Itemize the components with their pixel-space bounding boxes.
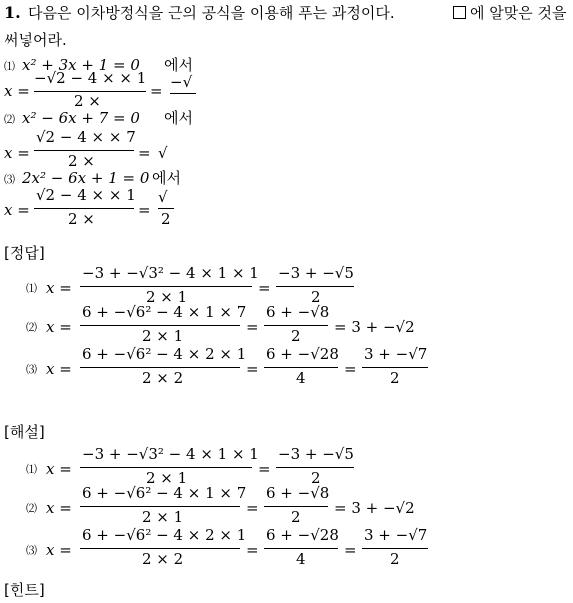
question-number: 1. <box>4 3 21 22</box>
problem-3-denominator: 2 × <box>68 210 95 228</box>
explanation-2-denominator-2: 2 <box>291 508 301 526</box>
explanation-2-fraction-bar <box>80 506 240 507</box>
problem-1-suffix: 에서 <box>164 56 193 74</box>
answer-2-tail: = 3 + −√2 <box>334 318 415 336</box>
explanation-2-fraction-bar-2 <box>264 506 328 507</box>
problem-3-lhs: x = <box>4 201 30 219</box>
answer-3-label: ⑶ <box>26 363 37 376</box>
answer-1-equals: = <box>258 279 271 297</box>
answer-2-numerator: 6 + −√6² − 4 × 1 × 7 <box>82 303 247 321</box>
answer-3-fraction-bar-3 <box>362 367 428 368</box>
problem-1-numerator: −√2 − 4 × × 1 <box>34 69 147 87</box>
answer-1-fraction-bar <box>80 286 252 287</box>
problem-1-label: ⑴ <box>4 60 15 73</box>
answer-1-lhs: x = <box>46 279 72 297</box>
answer-3-fraction-bar <box>80 367 240 368</box>
explanation-3-label: ⑶ <box>26 544 37 557</box>
problem-3-equation: 2x² − 6x + 1 = 0 <box>22 169 150 187</box>
answer-2-denominator: 2 × 1 <box>142 327 184 345</box>
problem-3-result-bar <box>158 208 174 209</box>
problem-2-suffix: 에서 <box>164 109 193 127</box>
explanation-1-lhs: x = <box>46 460 72 478</box>
answer-1-denominator-2: 2 <box>311 288 321 306</box>
explanation-1-denominator: 2 × 1 <box>146 469 188 487</box>
explanation-1-equals: = <box>258 460 271 478</box>
question-stem-part1: 다음은 이차방정식을 근의 공식을 이용해 푸는 과정이다. <box>28 4 395 22</box>
answer-1-label: ⑴ <box>26 282 37 295</box>
explanation-1-numerator: −3 + −√3² − 4 × 1 × 1 <box>82 445 259 463</box>
problem-2-numerator: √2 − 4 × × 7 <box>36 128 136 146</box>
explanation-3-lhs: x = <box>46 541 72 559</box>
problem-3-numerator: √2 − 4 × × 1 <box>36 186 136 204</box>
explanation-2-numerator: 6 + −√6² − 4 × 1 × 7 <box>82 484 247 502</box>
problem-3-result-denominator: 2 <box>161 210 171 228</box>
answer-box-icon <box>452 5 467 21</box>
problem-1-lhs: x = <box>4 82 30 100</box>
problem-3-label: ⑶ <box>4 173 15 186</box>
explanation-2-tail: = 3 + −√2 <box>334 499 415 517</box>
answer-2-equals: = <box>246 318 259 336</box>
problem-1-denominator: 2 × <box>74 92 101 110</box>
problem-2-equation: x² − 6x + 7 = 0 <box>22 109 140 127</box>
answer-3-denominator-2: 4 <box>296 369 306 387</box>
explanation-2-lhs: x = <box>46 499 72 517</box>
explanation-3-fraction-bar-2 <box>264 548 338 549</box>
explanation-3-equals: = <box>246 541 259 559</box>
explanation-3-fraction-bar <box>80 548 240 549</box>
answer-2-label: ⑵ <box>26 321 37 334</box>
explanation-3-fraction-bar-3 <box>362 548 428 549</box>
problem-1-equals: = <box>150 82 163 100</box>
problem-1-result-bar <box>170 93 196 94</box>
answer-header: [정답] <box>4 244 45 262</box>
explanation-2-equals: = <box>246 499 259 517</box>
answer-2-fraction-bar <box>80 325 240 326</box>
answer-3-numerator-2: 6 + −√28 <box>266 345 339 363</box>
explanation-3-denominator-3: 2 <box>390 550 400 568</box>
answer-1-fraction-bar-2 <box>276 286 354 287</box>
problem-2-fraction-bar <box>34 150 134 151</box>
answer-3-denominator-3: 2 <box>390 369 400 387</box>
answer-2-lhs: x = <box>46 318 72 336</box>
answer-1-numerator: −3 + −√3² − 4 × 1 × 1 <box>82 264 259 282</box>
hint-header: [힌트] <box>4 581 45 599</box>
problem-2-denominator: 2 × <box>68 152 95 170</box>
answer-3-fraction-bar-2 <box>264 367 338 368</box>
answer-3-numerator: 6 + −√6² − 4 × 2 × 1 <box>82 345 247 363</box>
explanation-1-fraction-bar-2 <box>276 467 354 468</box>
answer-3-numerator-3: 3 + −√7 <box>364 345 428 363</box>
explanation-2-denominator: 2 × 1 <box>142 508 184 526</box>
explanation-3-denominator: 2 × 2 <box>142 550 184 568</box>
problem-3-equals: = <box>138 201 151 219</box>
answer-3-lhs: x = <box>46 360 72 378</box>
problem-3-suffix: 에서 <box>152 169 181 187</box>
problem-1-result: −√ <box>170 73 193 91</box>
explanation-3-equals-2: = <box>344 541 357 559</box>
answer-1-denominator: 2 × 1 <box>146 288 188 306</box>
problem-2-result: √ <box>158 144 168 162</box>
explanation-2-label: ⑵ <box>26 502 37 515</box>
question-stem-part2: 에 알맞은 것을 <box>470 4 567 22</box>
answer-2-denominator-2: 2 <box>291 327 301 345</box>
explanation-3-numerator-2: 6 + −√28 <box>266 526 339 544</box>
explanation-3-numerator-3: 3 + −√7 <box>364 526 428 544</box>
explanation-header: [해설] <box>4 423 45 441</box>
problem-2-equals: = <box>138 144 151 162</box>
explanation-1-denominator-2: 2 <box>311 469 321 487</box>
problem-2-label: ⑵ <box>4 113 15 126</box>
question-stem-line2: 써넣어라. <box>4 31 67 49</box>
problem-3-fraction-bar <box>34 208 134 209</box>
explanation-3-numerator: 6 + −√6² − 4 × 2 × 1 <box>82 526 247 544</box>
answer-3-denominator: 2 × 2 <box>142 369 184 387</box>
answer-2-numerator-2: 6 + −√8 <box>266 303 330 321</box>
problem-2-lhs: x = <box>4 144 30 162</box>
problem-3-result-numerator: √ <box>158 188 168 206</box>
answer-3-equals-2: = <box>344 360 357 378</box>
answer-1-numerator-2: −3 + −√5 <box>278 264 354 282</box>
answer-3-equals: = <box>246 360 259 378</box>
explanation-1-fraction-bar <box>80 467 252 468</box>
explanation-2-numerator-2: 6 + −√8 <box>266 484 330 502</box>
answer-2-fraction-bar-2 <box>264 325 328 326</box>
problem-1-equation: x² + 3x + 1 = 0 <box>22 56 140 74</box>
explanation-1-numerator-2: −3 + −√5 <box>278 445 354 463</box>
explanation-3-denominator-2: 4 <box>296 550 306 568</box>
explanation-1-label: ⑴ <box>26 463 37 476</box>
